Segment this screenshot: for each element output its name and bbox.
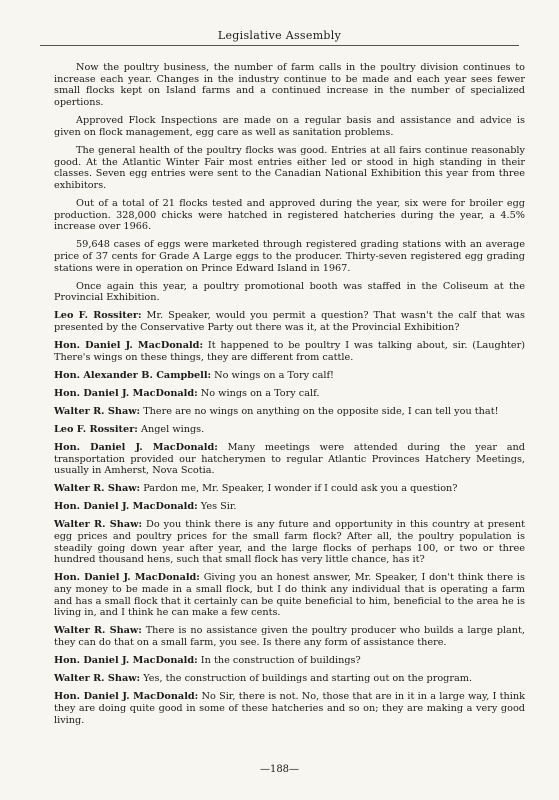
- paragraph: Once again this year, a poultry promotional booth was staffed in the Coliseum at the Provincial Exhibition.: [54, 280, 525, 304]
- speaker-name: Hon. Daniel J. MacDonald:: [54, 340, 204, 352]
- exchange: [54, 388, 525, 400]
- paragraph: 59,648 cases of eggs were marketed through registered grading stations with an average price of 37 cents for Grade A Large eggs to the producer. Thirty-seven registered egg grading stations were in operation on Prince Edward Island in 1967.: [54, 239, 525, 274]
- speaker-name: Hon. Daniel J. MacDonald:: [54, 441, 218, 453]
- speech-text: Yes, the construction of buildings and starting out on the program.: [140, 673, 473, 685]
- exchange: [54, 501, 525, 513]
- speaker-name: Hon. Daniel J. MacDonald:: [54, 572, 200, 584]
- header-rule: [40, 45, 519, 46]
- speaker-name: Walter R. Shaw:: [54, 483, 141, 495]
- speech-text: Giving you an honest answer, Mr. Speaker, I don't think there is any money to be made in a small flock, but I do think any individual that is operating a farm and has a small flock that it certainly can be quite beneficial to him, beneficial to the area he is living in, and I think he can make a few cents.: [54, 572, 525, 619]
- speech-text: Angel wings.: [137, 423, 205, 435]
- speech-text: There is no assistance given the poultry producer who builds a large plant, they can do that on a small farm, you see. Is there any form of assistance there.: [54, 625, 526, 649]
- speaker-name: Hon. Daniel J. MacDonald:: [54, 691, 199, 703]
- speaker-name: Hon. Daniel J. MacDonald:: [54, 655, 198, 667]
- speech-text: In the construction of buildings?: [197, 655, 361, 667]
- speaker-name: Leo F. Rossiter:: [54, 423, 138, 435]
- paragraph: Out of a total of 21 flocks tested and approved during the year, six were for broiler egg production. 328,000 chicks were hatched in registered hatcheries during the year, a 4.5% increase over 1966.: [54, 197, 525, 233]
- speech-text: Mr. Speaker, would you permit a question? That wasn't the calf that was presented by the Conservative Party out there was it, at the Provincial Exhibition?: [54, 310, 525, 334]
- exchange: [54, 370, 525, 382]
- speaker-name: Hon. Daniel J. MacDonald:: [54, 387, 198, 399]
- paragraph: The general health of the poultry flocks was good. Entries at all fairs continue reasonably good. At the Atlantic Winter Fair most entries either led or stood in high standing in their classes. Seven egg entries were sent to the Canadian National Exhibition this year from three exhibitors.: [54, 144, 525, 191]
- speech-text: No Sir, there is not. No, those that are in it in a large way, I think they are doing quite good in some of these hatcheries and so on; they are making a very good living.: [54, 691, 525, 726]
- speech-text: Yes Sir.: [197, 501, 237, 513]
- speaker-name: Walter R. Shaw:: [54, 405, 141, 417]
- exchange: [54, 519, 525, 566]
- speech-text: Pardon me, Mr. Speaker, I wonder if I could ask you a question?: [140, 483, 458, 495]
- speaker-name: Leo F. Rossiter:: [54, 310, 142, 322]
- speaker-name: Hon. Alexander B. Campbell:: [54, 369, 212, 381]
- speech-text: There are no wings on anything on the opposite side, I can tell you that!: [140, 405, 499, 417]
- exchange: [54, 655, 525, 667]
- speech-text: It happened to be poultry I was talking about, sir. (Laughter) There's wings on these things, they are different from cattle.: [54, 340, 525, 363]
- paragraph: Now the poultry business, the number of farm calls in the poultry division continues to increase each year. Changes in the industry continue to be made and each year sees fewer small flocks kept on Island farms and a continued increase in the number of specialized opertions.: [54, 62, 525, 109]
- exchange: [54, 442, 525, 477]
- exchange: [54, 673, 525, 685]
- exchange: [54, 483, 525, 495]
- speaker-name: Walter R. Shaw:: [54, 625, 142, 637]
- paragraph: Approved Flock Inspections are made on a regular basis and assistance and advice is given on flock management, egg care as well as sanitation problems.: [54, 115, 525, 138]
- exchange: [54, 424, 525, 436]
- speaker-name: Walter R. Shaw:: [54, 673, 141, 685]
- exchange: [54, 340, 525, 363]
- running-header: Legislative Assembly: [217, 29, 342, 42]
- exchange: [54, 406, 525, 418]
- speaker-name: Walter R. Shaw:: [54, 519, 143, 531]
- exchange: [54, 310, 525, 333]
- speech-text: No wings on a Tory calf!: [211, 369, 334, 381]
- speech-text: No wings on a Tory calf.: [197, 387, 320, 399]
- exchange: [54, 625, 525, 648]
- exchange: [54, 691, 525, 726]
- speaker-name: Hon. Daniel J. MacDonald:: [54, 501, 198, 513]
- page-number: —188—: [259, 764, 300, 775]
- page-body: [54, 62, 525, 733]
- speech-text: Do you think there is any future and opportunity in this country at present egg prices and poultry prices for the small farm flock? After all, the poultry population is steadily going down year after year, and the large flocks of perhaps 100, or two or three hundred thousand hens, such that small flock has very little chance, has it?: [54, 519, 526, 566]
- speech-text: Many meetings were attended during the year and transportation provided our hatcherymen to regular Atlantic Provinces Hatchery Meetings, usually in Amherst, Nova Scotia.: [54, 441, 525, 477]
- exchange: [54, 572, 525, 619]
